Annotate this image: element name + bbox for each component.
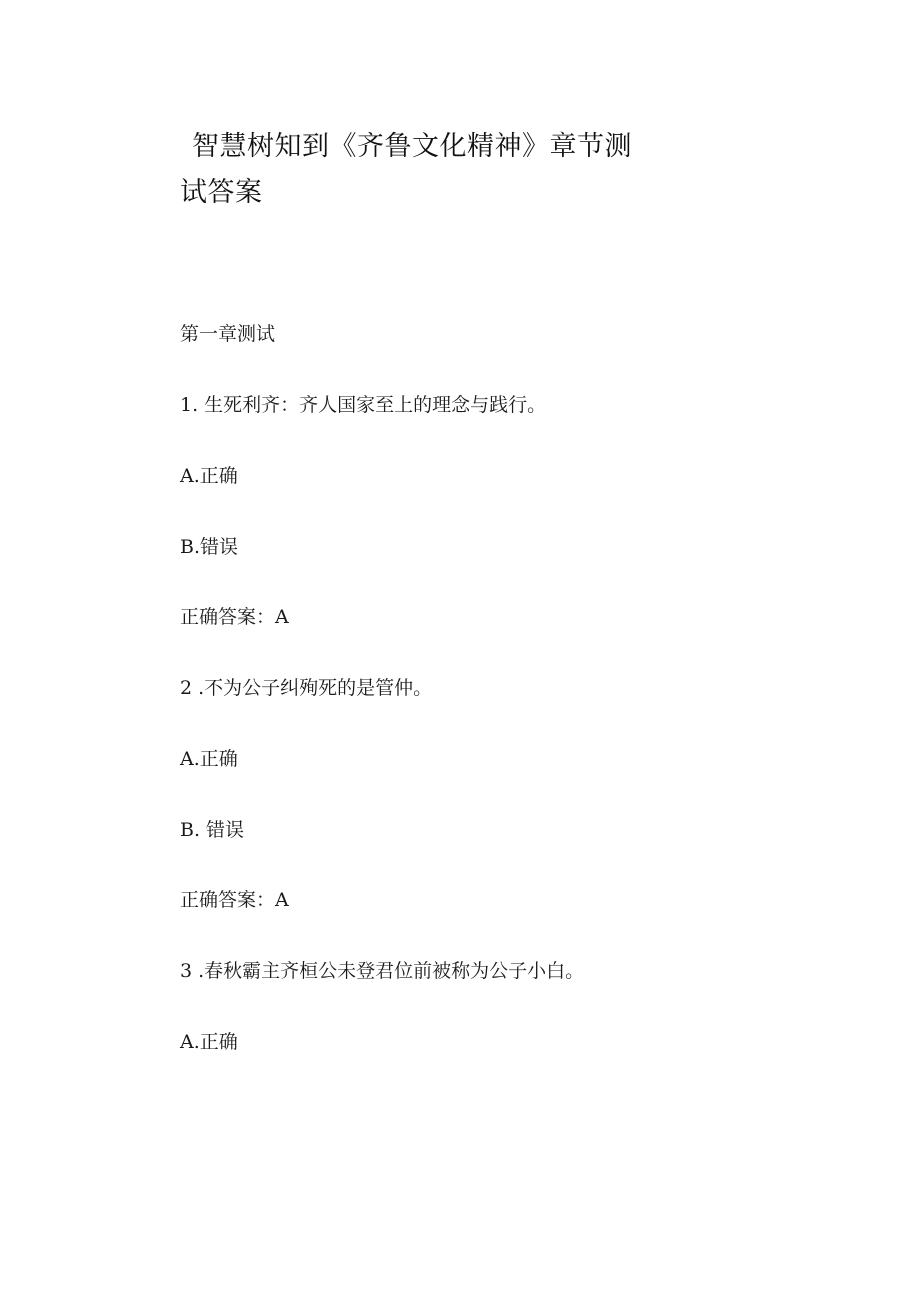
question-1-stem: 1. 生死利齐：齐人国家至上的理念与践行。 bbox=[180, 394, 547, 416]
question-2-option-b: B. 错误 bbox=[180, 819, 245, 841]
question-2-stem: 2 .不为公子纠殉死的是管仲。 bbox=[180, 677, 433, 699]
question-1-answer: 正确答案：A bbox=[180, 606, 289, 628]
chapter-heading: 第一章测试 bbox=[180, 323, 276, 345]
question-3-option-a: A.正确 bbox=[180, 1031, 238, 1053]
title-line-2: 试答案 bbox=[180, 177, 263, 208]
question-2-option-a: A.正确 bbox=[180, 748, 238, 770]
document-title bbox=[180, 124, 650, 216]
question-1-option-a: A.正确 bbox=[180, 465, 238, 487]
question-3-stem: 3 .春秋霸主齐桓公未登君位前被称为公子小白。 bbox=[180, 960, 585, 982]
question-1-option-b: B.错误 bbox=[180, 536, 239, 558]
title-line-1: 智慧树知到《齐鲁文化精神》章节测 bbox=[192, 131, 632, 162]
question-2-answer: 正确答案：A bbox=[180, 889, 289, 911]
